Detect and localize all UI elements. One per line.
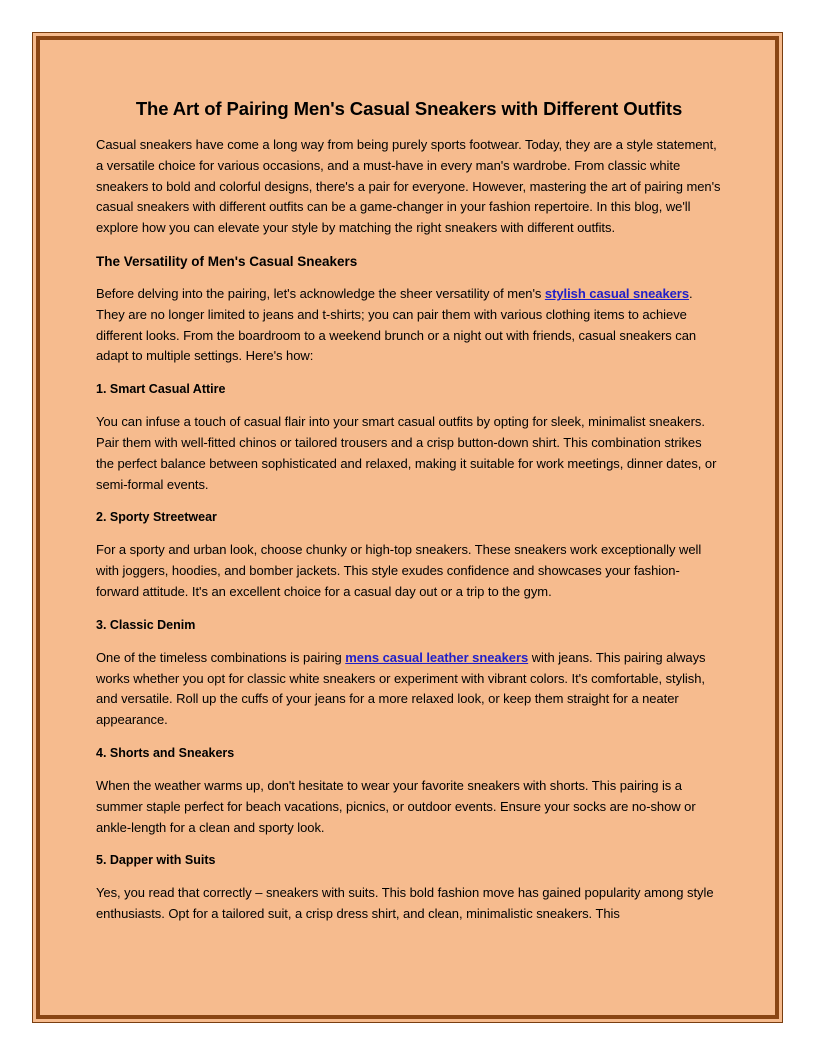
article-title: The Art of Pairing Men's Casual Sneakers with Different Outfits — [135, 98, 683, 119]
intro-paragraph: Casual sneakers have come a long way from being purely sports footwear. Today, they are a style statement, a versatile choice for various occasions, and a must-have in every man's wardrobe. From classic white sneakers to bold and colorful designs, there's a pair for everyone. However, mastering the art of pairing men's casual sneakers with different outfits can be a game-changer in your fashion repertoire. In this blog, we'll explore how you can elevate your style by matching the right sneakers with different outfits. — [96, 137, 721, 236]
stylish-casual-sneakers-link[interactable]: stylish casual sneakers — [544, 285, 690, 301]
mens-casual-leather-sneakers-link[interactable]: mens casual leather sneakers — [345, 649, 529, 665]
section5-paragraph: Yes, you read that correctly – sneakers with suits. This bold fashion move has gained popularity among style enthusiasts. Opt for a tailored suit, a crisp dress shirt, and clean, minimalistic sneakers. This — [96, 885, 714, 922]
section1-heading: 1. Smart Casual Attire — [96, 382, 226, 397]
article-body — [96, 96, 722, 937]
section5-heading: 5. Dapper with Suits — [96, 853, 216, 868]
section3-paragraph — [96, 648, 722, 731]
versatility-text-after: . They are no longer limited to jeans and t-shirts; you can pair them with various clothing items to achieve different looks. From the boardroom to a weekend brunch or a night out with friends, casual sneakers can adapt to multiple settings. Here's how: — [96, 285, 697, 364]
versatility-paragraph — [96, 284, 722, 367]
section4-paragraph: When the weather warms up, don't hesitate to wear your favorite sneakers with shorts. This pairing is a summer staple perfect for beach vacations, picnics, or outdoor events. Ensure your socks are no-show or ankle-length for a clean and sporty look. — [96, 777, 696, 835]
versatility-heading: The Versatility of Men's Casual Sneakers — [96, 253, 358, 269]
section2-paragraph: For a sporty and urban look, choose chunky or high-top sneakers. These sneakers work exceptionally well with joggers, hoodies, and bomber jackets. This style exudes confidence and showcases your fashion-forward attitude. It's an excellent choice for a casual day out or a trip to the gym. — [96, 542, 702, 599]
section3-text-after: with jeans. This pairing always works whether you opt for classic white sneakers or experiment with vibrant colors. It's comfortable, stylish, and versatile. Roll up the cuffs of your jeans for a more relaxed look, or keep them straight for a neater appearance. — [96, 649, 706, 728]
section3-text-before: One of the timeless combinations is pairing — [96, 649, 346, 665]
section4-heading: 4. Shorts and Sneakers — [96, 745, 235, 760]
section2-heading: 2. Sporty Streetwear — [96, 510, 217, 525]
section1-paragraph: You can infuse a touch of casual flair into your smart casual outfits by opting for sleek, minimalist sneakers. Pair them with well-fitted chinos or tailored trousers and a crisp button-down shirt. This combination strikes the perfect balance between sophisticated and relaxed, making it suitable for work meetings, dinner dates, or semi-formal events. — [96, 414, 717, 492]
section3-heading: 3. Classic Denim — [96, 617, 196, 632]
versatility-text-before: Before delving into the pairing, let's acknowledge the sheer versatility of men's — [96, 285, 545, 301]
